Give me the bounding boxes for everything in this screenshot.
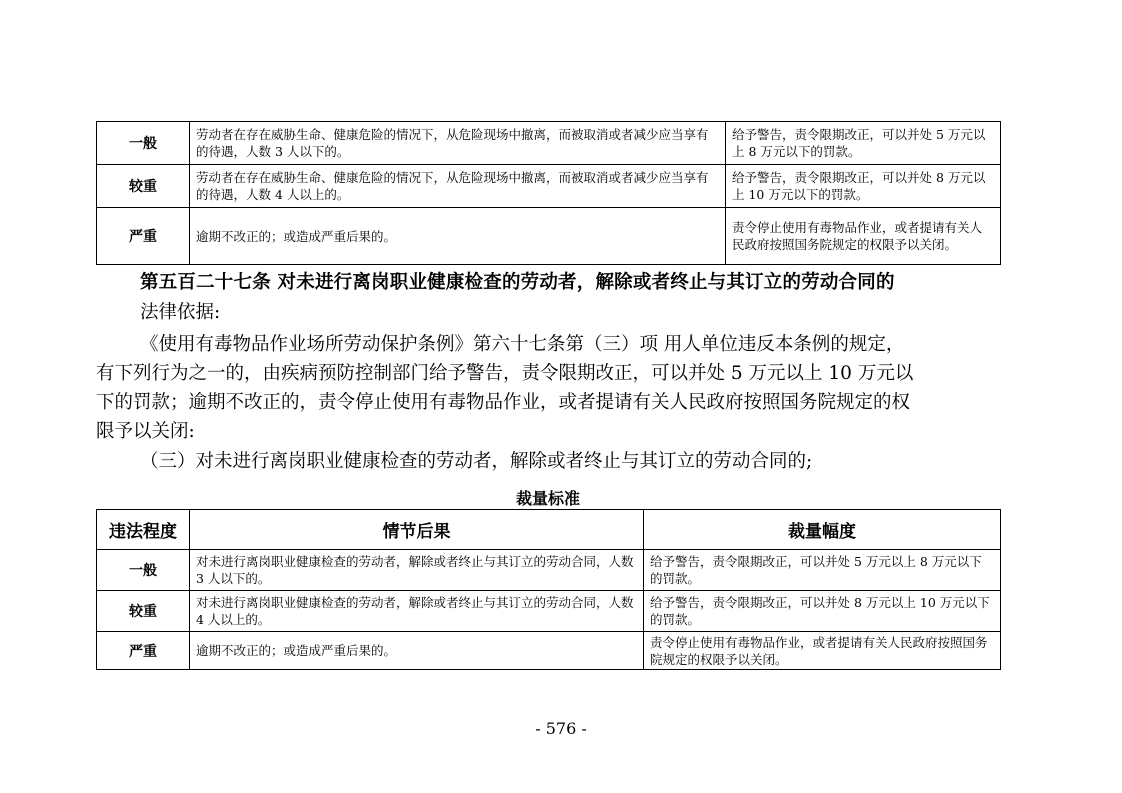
column-header: 违法程度	[97, 510, 190, 550]
table-caption: 裁量标准	[515, 489, 580, 508]
table-header-row	[97, 510, 1001, 550]
table-row	[97, 165, 1001, 208]
table-row	[97, 591, 1001, 632]
penalty-cell: 给予警告，责令限期改正，可以并处 8 万元以上 10 万元以下的罚款。	[726, 165, 1001, 208]
severity-level: 严重	[97, 208, 190, 265]
severity-level: 一般	[97, 550, 190, 591]
legal-basis-label: 法律依据:	[140, 302, 221, 323]
law-text-line: 限予以关闭:	[96, 421, 195, 442]
circumstance-cell: 劳动者在存在威胁生命、健康危险的情况下，从危险现场中撤离，而被取消或者减少应当享有的待遇，人数 3 人以下的。	[190, 122, 726, 165]
law-text-line: 下的罚款；逾期不改正的，责令停止使用有毒物品作业，或者提请有关人民政府按照国务院规定的权	[96, 392, 911, 413]
law-item-text: （三）对未进行离岗职业健康检查的劳动者，解除或者终止与其订立的劳动合同的;	[140, 451, 813, 472]
circumstance-cell: 对未进行离岗职业健康检查的劳动者，解除或者终止与其订立的劳动合同，人数 4 人以上的。	[190, 591, 644, 632]
severity-level: 一般	[97, 122, 190, 165]
law-text-line: 《使用有毒物品作业场所劳动保护条例》第六十七条第（三）项 用人单位违反本条例的规定，	[140, 334, 905, 355]
severity-level: 较重	[97, 165, 190, 208]
table-row	[97, 208, 1001, 265]
page-number: - 576 -	[535, 719, 587, 738]
top-penalty-table	[96, 121, 1001, 265]
circumstance-cell: 逾期不改正的；或造成严重后果的。	[190, 208, 726, 265]
penalty-cell: 责令停止使用有毒物品作业，或者提请有关人民政府按照国务院规定的权限予以关闭。	[644, 632, 1001, 670]
column-header: 情节后果	[190, 510, 644, 550]
penalty-cell: 给予警告，责令限期改正，可以并处 5 万元以上 8 万元以下的罚款。	[644, 550, 1001, 591]
severity-level: 较重	[97, 591, 190, 632]
table-row	[97, 632, 1001, 670]
circumstance-cell: 劳动者在存在威胁生命、健康危险的情况下，从危险现场中撤离，而被取消或者减少应当享有的待遇，人数 4 人以上的。	[190, 165, 726, 208]
column-header: 裁量幅度	[644, 510, 1001, 550]
penalty-cell: 给予警告，责令限期改正，可以并处 8 万元以上 10 万元以下的罚款。	[644, 591, 1001, 632]
penalty-cell: 责令停止使用有毒物品作业，或者提请有关人民政府按照国务院规定的权限予以关闭。	[726, 208, 1001, 265]
law-text-line: 有下列行为之一的，由疾病预防控制部门给予警告，责令限期改正，可以并处 5 万元以上 10 万元以	[96, 363, 914, 384]
table-row	[97, 122, 1001, 165]
table-row	[97, 550, 1001, 591]
circumstance-cell: 对未进行离岗职业健康检查的劳动者，解除或者终止与其订立的劳动合同，人数 3 人以下的。	[190, 550, 644, 591]
discretion-standard-table	[96, 509, 1001, 670]
circumstance-cell: 逾期不改正的；或造成严重后果的。	[190, 632, 644, 670]
article-heading: 第五百二十七条 对未进行离岗职业健康检查的劳动者，解除或者终止与其订立的劳动合同的	[140, 272, 895, 293]
penalty-cell: 给予警告，责令限期改正，可以并处 5 万元以上 8 万元以下的罚款。	[726, 122, 1001, 165]
severity-level: 严重	[97, 632, 190, 670]
